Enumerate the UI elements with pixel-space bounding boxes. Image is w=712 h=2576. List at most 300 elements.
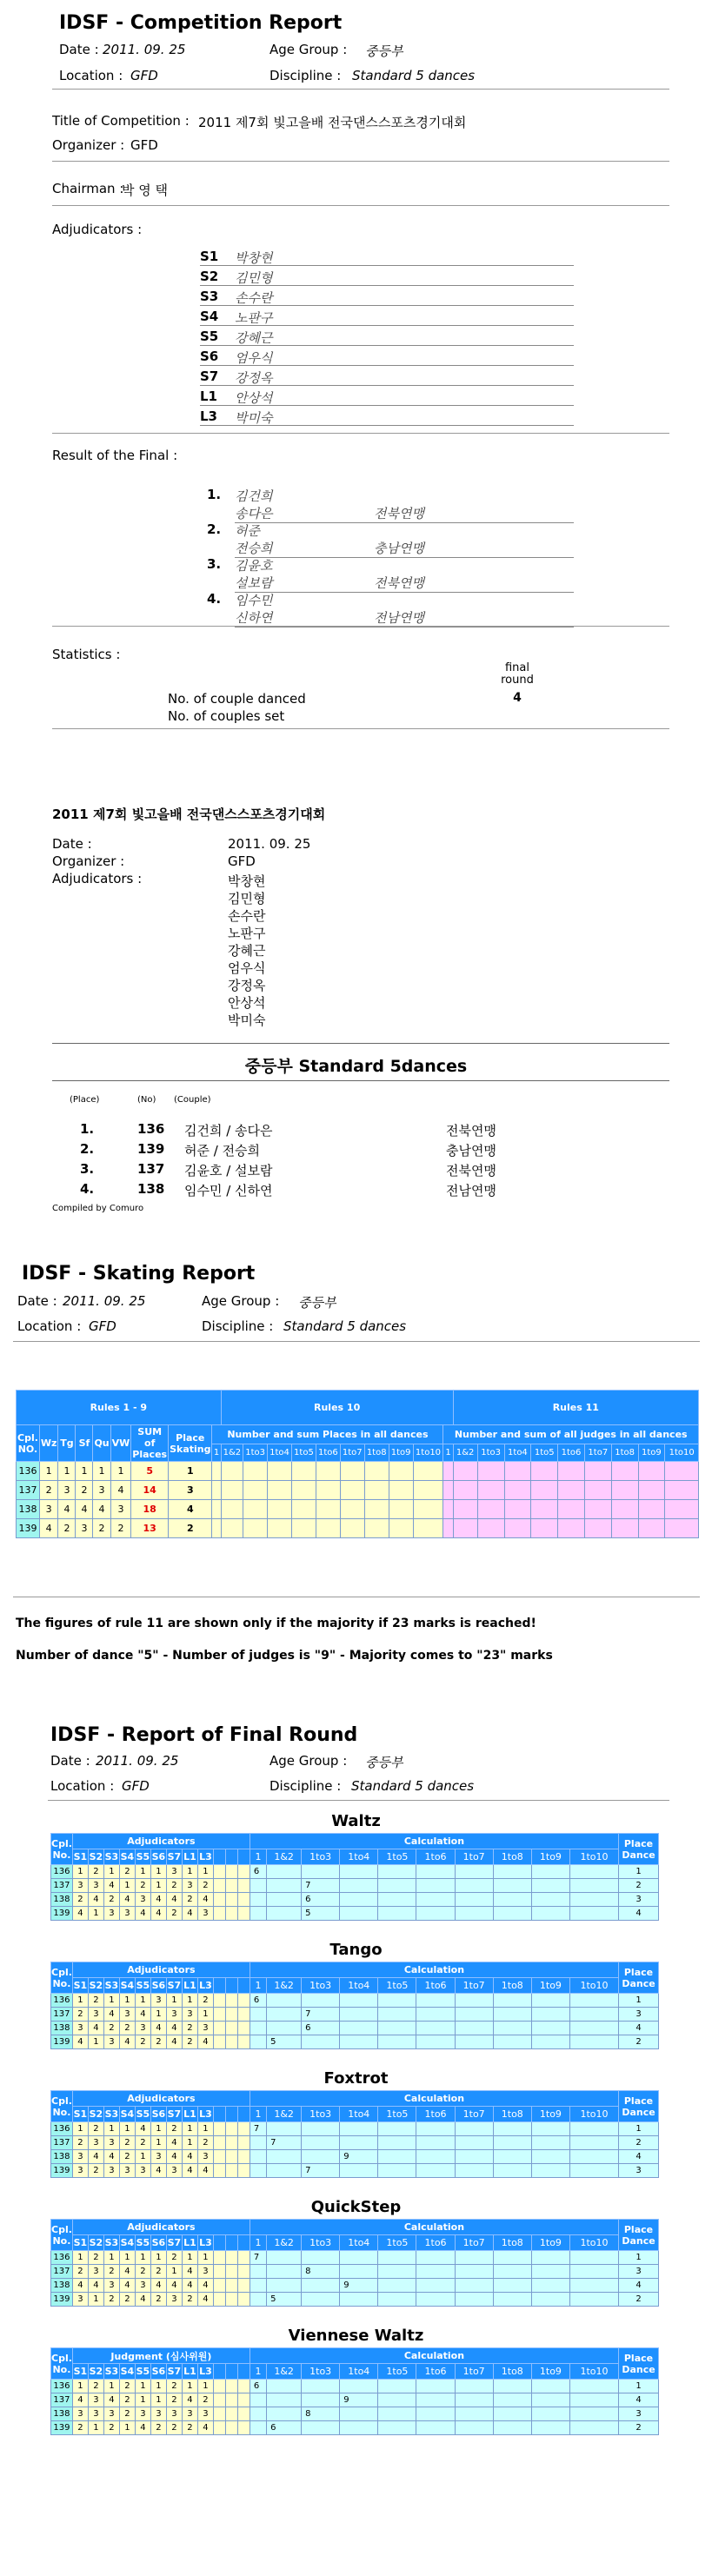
dance-place: 1 bbox=[76, 1462, 93, 1481]
final-round-row bbox=[51, 1893, 659, 1907]
calc-cell bbox=[302, 2035, 340, 2049]
calc-col-header: 1&2 bbox=[453, 1444, 477, 1462]
judge-header: S1 bbox=[72, 1849, 88, 1865]
calc-cell bbox=[416, 1865, 455, 1879]
summary-place: 1. bbox=[80, 1121, 95, 1137]
judge-mark: 1 bbox=[119, 1994, 135, 2008]
calc-cell bbox=[378, 2380, 416, 2393]
skating-location: GFD bbox=[89, 1318, 116, 1334]
calc-cell bbox=[569, 2150, 618, 2164]
rule-10-cell bbox=[364, 1462, 389, 1481]
calc-col-header: 1&2 bbox=[267, 1978, 302, 1994]
judge-mark: 3 bbox=[103, 2164, 119, 2178]
adjudicator-name: 박미숙 bbox=[235, 410, 273, 426]
skating-date-label: Date : bbox=[17, 1293, 57, 1309]
rule-11-cell bbox=[558, 1481, 585, 1500]
rule-11-cell bbox=[638, 1481, 665, 1500]
calc-col-header: 1to8 bbox=[493, 2364, 531, 2380]
final-location-label: Location : bbox=[50, 1778, 115, 1794]
skating-table-wrap bbox=[16, 1390, 699, 1538]
judge-header: S3 bbox=[103, 2107, 119, 2122]
agegroup-label: Age Group : bbox=[269, 42, 348, 57]
calc-cell bbox=[531, 2136, 569, 2150]
calc-col-header: 1to5 bbox=[378, 1849, 416, 1865]
place-skating: 4 bbox=[169, 1500, 212, 1519]
judge-mark: 4 bbox=[182, 2279, 197, 2293]
place-dance: 1 bbox=[619, 1865, 659, 1879]
judge-mark: 4 bbox=[135, 1907, 150, 1921]
judge-header: L1 bbox=[182, 1978, 197, 1994]
place-dance: 4 bbox=[619, 2279, 659, 2293]
judge-mark: 4 bbox=[150, 2279, 166, 2293]
judge-mark: 4 bbox=[135, 2293, 150, 2307]
adjudicators-header: Adjudicators bbox=[72, 1962, 250, 1978]
rule-10-cell bbox=[291, 1519, 316, 1538]
calc-cell bbox=[302, 2380, 340, 2393]
judge-mark: 1 bbox=[197, 2008, 213, 2022]
judge-mark: 1 bbox=[103, 2380, 119, 2393]
adjudicator-code: S6 bbox=[200, 349, 219, 364]
calc-col-header: 1to10 bbox=[569, 2107, 618, 2122]
calc-cell bbox=[531, 1994, 569, 2008]
judge-mark: 2 bbox=[166, 2421, 182, 2435]
calc-cell: 6 bbox=[302, 1893, 340, 1907]
judge-header: L3 bbox=[197, 2364, 213, 2380]
judge-mark: 4 bbox=[182, 2265, 197, 2279]
judge-mark-blank bbox=[213, 2122, 225, 2136]
calc-col-header: 1to6 bbox=[416, 1849, 455, 1865]
rule-10-cell bbox=[221, 1462, 243, 1481]
calc-col-header: 1to10 bbox=[569, 1978, 618, 1994]
judge-mark-blank bbox=[213, 2150, 225, 2164]
couple-number: 136 bbox=[51, 2380, 73, 2393]
calc-cell bbox=[531, 2022, 569, 2035]
judge-mark-blank bbox=[225, 2293, 237, 2307]
summary-couple: 임수민 / 신하연 bbox=[184, 1183, 273, 1198]
rule-10-cell bbox=[389, 1462, 413, 1481]
judge-header: S4 bbox=[119, 1978, 135, 1994]
dance-place: 2 bbox=[93, 1519, 110, 1538]
calc-cell bbox=[455, 2136, 493, 2150]
judge-mark: 3 bbox=[197, 1907, 213, 1921]
judge-mark-blank bbox=[213, 2164, 225, 2178]
judge-header: S1 bbox=[72, 1978, 88, 1994]
calc-col-header: 1to9 bbox=[531, 2364, 569, 2380]
calc-cell bbox=[416, 1893, 455, 1907]
judge-mark: 1 bbox=[72, 2122, 88, 2136]
calc-cell bbox=[569, 2035, 618, 2049]
judge-mark: 4 bbox=[197, 2279, 213, 2293]
judge-header-blank bbox=[237, 1849, 250, 1865]
judge-mark: 4 bbox=[72, 2393, 88, 2407]
calc-col-header: 1to3 bbox=[477, 1444, 504, 1462]
rule-10-cell bbox=[243, 1481, 268, 1500]
calc-cell bbox=[531, 2393, 569, 2407]
calc-cell bbox=[455, 2380, 493, 2393]
calc-cell bbox=[416, 1879, 455, 1893]
dance-place: 1 bbox=[39, 1462, 58, 1481]
place-dance: 2 bbox=[619, 2035, 659, 2049]
calc-cell bbox=[493, 2293, 531, 2307]
calc-cell bbox=[569, 2008, 618, 2022]
calc-cell: 5 bbox=[267, 2035, 302, 2049]
calc-cell bbox=[531, 1865, 569, 1879]
dance-place: 3 bbox=[76, 1519, 93, 1538]
calc-cell bbox=[302, 2150, 340, 2164]
calc-cell bbox=[302, 2293, 340, 2307]
location-value: GFD bbox=[130, 68, 158, 83]
judge-mark: 2 bbox=[182, 2022, 197, 2035]
calc-cell bbox=[493, 2122, 531, 2136]
couple-number: 136 bbox=[17, 1462, 40, 1481]
final-round-row bbox=[51, 1865, 659, 1879]
judge-mark: 1 bbox=[150, 1879, 166, 1893]
calc-col-header: 1to9 bbox=[531, 1849, 569, 1865]
adjudicator-name: 강혜근 bbox=[235, 330, 273, 346]
place-dance: 2 bbox=[619, 2421, 659, 2435]
calc-cell bbox=[531, 1907, 569, 1921]
judge-mark: 3 bbox=[182, 2008, 197, 2022]
calc-cell bbox=[267, 2122, 302, 2136]
calc-cell bbox=[531, 2122, 569, 2136]
calc-col-header: 1 bbox=[250, 1978, 266, 1994]
final-round-row bbox=[51, 1907, 659, 1921]
calc-cell bbox=[378, 2122, 416, 2136]
place-dance: 3 bbox=[619, 2008, 659, 2022]
calc-cell bbox=[569, 2293, 618, 2307]
judge-mark: 3 bbox=[182, 2407, 197, 2421]
judge-header: S7 bbox=[166, 1978, 182, 1994]
summary-couple: 김윤호 / 설보람 bbox=[184, 1163, 273, 1178]
adjudicators-header: Adjudicators bbox=[72, 2091, 250, 2107]
summary-federation: 전북연맹 bbox=[446, 1123, 496, 1139]
judge-mark: 1 bbox=[150, 1865, 166, 1879]
judge-mark: 1 bbox=[150, 2251, 166, 2265]
judge-mark: 2 bbox=[166, 2380, 182, 2393]
calc-cell bbox=[302, 2122, 340, 2136]
result-partner: 송다은 bbox=[235, 504, 574, 523]
place-dance: 4 bbox=[619, 2022, 659, 2035]
dance-place: 3 bbox=[93, 1481, 110, 1500]
dance-place: 3 bbox=[58, 1481, 76, 1500]
final-round-table bbox=[50, 1962, 659, 2049]
judge-mark: 2 bbox=[150, 2293, 166, 2307]
calc-col-header: 1to9 bbox=[389, 1444, 413, 1462]
calc-cell bbox=[416, 2251, 455, 2265]
calc-cell bbox=[340, 1994, 378, 2008]
calc-cell bbox=[378, 1879, 416, 1893]
calc-cell: 6 bbox=[250, 1994, 266, 2008]
calc-cell bbox=[302, 2421, 340, 2435]
calc-cell bbox=[267, 2265, 302, 2279]
place-dance: 4 bbox=[619, 2150, 659, 2164]
calc-col-header: 1 bbox=[212, 1444, 221, 1462]
final-round-row bbox=[51, 2293, 659, 2307]
judge-mark: 1 bbox=[88, 2421, 103, 2435]
calc-cell bbox=[267, 2022, 302, 2035]
rule-11-cell bbox=[531, 1519, 558, 1538]
judge-mark: 1 bbox=[182, 1994, 197, 2008]
calc-cell: 6 bbox=[267, 2421, 302, 2435]
calc-col-header: 1 bbox=[250, 2364, 266, 2380]
judge-mark: 2 bbox=[119, 2407, 135, 2421]
judge-header-blank bbox=[213, 2364, 225, 2380]
judge-mark-blank bbox=[237, 2393, 250, 2407]
judge-mark: 3 bbox=[72, 2022, 88, 2035]
rules-10-header: Rules 10 bbox=[221, 1391, 453, 1425]
sum-of-places: 13 bbox=[131, 1519, 169, 1538]
final-round-table bbox=[50, 2347, 659, 2435]
rules-10-subheader: Number and sum Places in all dances bbox=[212, 1425, 443, 1444]
judge-header-blank bbox=[213, 1849, 225, 1865]
judge-header: L3 bbox=[197, 1978, 213, 1994]
calc-col-header: 1to3 bbox=[243, 1444, 268, 1462]
calc-cell bbox=[378, 2164, 416, 2178]
adjudicator-name: 노판구 bbox=[235, 310, 273, 326]
judge-mark: 4 bbox=[166, 2035, 182, 2049]
judge-mark-blank bbox=[213, 2380, 225, 2393]
calc-cell bbox=[340, 2421, 378, 2435]
skating-discipline: Standard 5 dances bbox=[283, 1318, 407, 1334]
dance-place: 2 bbox=[58, 1519, 76, 1538]
calc-cell bbox=[455, 1879, 493, 1893]
judge-mark: 1 bbox=[182, 2136, 197, 2150]
summary-adjudicator: 손수란 bbox=[228, 908, 266, 924]
couple-number: 139 bbox=[51, 1907, 73, 1921]
couple-number: 137 bbox=[51, 1879, 73, 1893]
calc-col-header: 1to8 bbox=[611, 1444, 638, 1462]
calc-cell bbox=[531, 2150, 569, 2164]
couple-number: 137 bbox=[51, 2265, 73, 2279]
calc-cell bbox=[569, 2393, 618, 2407]
judge-header-blank bbox=[237, 2107, 250, 2122]
judge-mark: 3 bbox=[197, 2407, 213, 2421]
result-federation: 전북연맹 bbox=[374, 506, 424, 521]
rules-11-header: Rules 11 bbox=[453, 1391, 698, 1425]
judge-header: S6 bbox=[150, 1849, 166, 1865]
judge-mark: 2 bbox=[103, 2022, 119, 2035]
competition-title-label: Title of Competition : bbox=[52, 113, 190, 129]
rule-10-cell bbox=[389, 1519, 413, 1538]
judge-mark: 2 bbox=[119, 2022, 135, 2035]
judge-header-blank bbox=[213, 2235, 225, 2251]
dance-header: Qu bbox=[93, 1425, 110, 1462]
judge-mark: 3 bbox=[150, 2407, 166, 2421]
result-federation: 충남연맹 bbox=[374, 541, 424, 556]
rule-10-cell bbox=[268, 1481, 292, 1500]
calc-col-header: 1 bbox=[443, 1444, 453, 1462]
skating-row bbox=[17, 1500, 699, 1519]
rule-11-cell bbox=[504, 1519, 531, 1538]
calc-cell bbox=[569, 1865, 618, 1879]
calc-cell bbox=[340, 2380, 378, 2393]
judge-mark: 4 bbox=[182, 1907, 197, 1921]
chairman-label: Chairman : bbox=[52, 181, 124, 196]
summary-adjudicator: 강정옥 bbox=[228, 978, 266, 993]
judge-mark: 1 bbox=[72, 1994, 88, 2008]
judge-header: S4 bbox=[119, 2364, 135, 2380]
judge-mark: 2 bbox=[88, 2251, 103, 2265]
calc-cell bbox=[493, 1907, 531, 1921]
calc-cell bbox=[531, 2251, 569, 2265]
dance-place: 4 bbox=[110, 1481, 131, 1500]
rule-11-cell bbox=[443, 1519, 453, 1538]
judge-header: S4 bbox=[119, 1849, 135, 1865]
judge-mark: 2 bbox=[135, 2035, 150, 2049]
judge-header: L1 bbox=[182, 2364, 197, 2380]
rule-10-cell bbox=[268, 1519, 292, 1538]
final-round-row bbox=[51, 2265, 659, 2279]
couple-number: 136 bbox=[51, 2122, 73, 2136]
judge-mark: 4 bbox=[88, 1893, 103, 1907]
summary-adjudicator: 박미숙 bbox=[228, 1012, 266, 1028]
judge-header-blank bbox=[225, 1978, 237, 1994]
calc-cell bbox=[493, 2164, 531, 2178]
judge-mark-blank bbox=[225, 2122, 237, 2136]
sum-of-places: 14 bbox=[131, 1481, 169, 1500]
cpl-no-header: Cpl. No. bbox=[51, 2220, 73, 2251]
final-round-row bbox=[51, 1994, 659, 2008]
calc-col-header: 1to7 bbox=[455, 2364, 493, 2380]
judge-header: S4 bbox=[119, 2235, 135, 2251]
final-round-row bbox=[51, 2150, 659, 2164]
judge-mark: 4 bbox=[103, 2008, 119, 2022]
skating-row bbox=[17, 1519, 699, 1538]
judge-mark: 4 bbox=[166, 2136, 182, 2150]
judge-mark: 3 bbox=[135, 2407, 150, 2421]
judge-header-blank bbox=[237, 2364, 250, 2380]
judge-header-blank bbox=[213, 1978, 225, 1994]
judge-mark: 3 bbox=[182, 1879, 197, 1893]
final-round-table bbox=[50, 2090, 659, 2178]
couple-number: 137 bbox=[51, 2136, 73, 2150]
calc-cell bbox=[267, 2380, 302, 2393]
calc-cell bbox=[455, 2421, 493, 2435]
adjudicator-code: L1 bbox=[200, 388, 217, 404]
place-skating-header: Place Skating bbox=[169, 1425, 212, 1462]
calc-cell bbox=[250, 2393, 266, 2407]
dance-title: Waltz bbox=[331, 1812, 381, 1830]
calc-cell bbox=[302, 2393, 340, 2407]
calc-cell: 6 bbox=[250, 2380, 266, 2393]
calc-cell bbox=[493, 1879, 531, 1893]
judge-mark-blank bbox=[237, 1879, 250, 1893]
col-no-header: (No) bbox=[137, 1095, 156, 1105]
judge-mark-blank bbox=[213, 2022, 225, 2035]
rule-11-cell bbox=[584, 1481, 611, 1500]
calc-cell: 6 bbox=[250, 1865, 266, 1879]
judge-mark: 2 bbox=[72, 2421, 88, 2435]
calc-cell: 5 bbox=[302, 1907, 340, 1921]
judge-mark: 3 bbox=[88, 1879, 103, 1893]
rule-11-cell bbox=[477, 1519, 504, 1538]
judge-mark: 3 bbox=[72, 2293, 88, 2307]
summary-organizer: GFD bbox=[228, 853, 256, 869]
final-round-row bbox=[51, 2035, 659, 2049]
summary-place: 4. bbox=[80, 1181, 95, 1197]
place-dance: 2 bbox=[619, 2136, 659, 2150]
statistics-label: Statistics : bbox=[52, 647, 121, 662]
judge-mark: 4 bbox=[119, 1893, 135, 1907]
calc-col-header: 1to9 bbox=[638, 1444, 665, 1462]
judge-mark: 4 bbox=[135, 2421, 150, 2435]
judge-mark: 2 bbox=[88, 2164, 103, 2178]
judge-mark-blank bbox=[213, 1893, 225, 1907]
calc-cell bbox=[250, 1879, 266, 1893]
judge-mark: 3 bbox=[103, 1907, 119, 1921]
judge-mark: 1 bbox=[150, 2380, 166, 2393]
judge-mark: 3 bbox=[103, 2279, 119, 2293]
judge-mark: 4 bbox=[119, 2035, 135, 2049]
judge-mark-blank bbox=[237, 1893, 250, 1907]
rule-11-cell bbox=[638, 1462, 665, 1481]
calc-col-header: 1to5 bbox=[378, 1978, 416, 1994]
calc-cell bbox=[531, 2380, 569, 2393]
final-round-title: IDSF - Report of Final Round bbox=[50, 1724, 358, 1746]
judge-mark: 4 bbox=[166, 2279, 182, 2293]
rule-11-cell bbox=[443, 1481, 453, 1500]
judge-mark: 2 bbox=[72, 2265, 88, 2279]
judge-mark: 1 bbox=[72, 1865, 88, 1879]
adjudicator-name: 김민형 bbox=[235, 270, 273, 286]
calc-cell bbox=[493, 1994, 531, 2008]
judge-header: S5 bbox=[135, 2235, 150, 2251]
calc-cell bbox=[493, 2279, 531, 2293]
judge-mark: 1 bbox=[135, 2393, 150, 2407]
summary-adjudicator: 박창현 bbox=[228, 873, 266, 889]
calc-cell bbox=[267, 2251, 302, 2265]
final-round-label: final round bbox=[501, 661, 534, 687]
calc-col-header: 1 bbox=[250, 2107, 266, 2122]
calc-cell bbox=[493, 2008, 531, 2022]
rule-10-cell bbox=[212, 1462, 221, 1481]
judge-mark-blank bbox=[225, 2136, 237, 2150]
skating-row bbox=[17, 1462, 699, 1481]
judge-mark: 2 bbox=[197, 1994, 213, 2008]
calc-cell bbox=[250, 2035, 266, 2049]
cpl-no-header: Cpl. No. bbox=[51, 2091, 73, 2122]
adjudicator-row bbox=[200, 388, 574, 406]
judge-mark-blank bbox=[213, 2035, 225, 2049]
judge-mark: 2 bbox=[119, 2393, 135, 2407]
judge-mark: 3 bbox=[88, 2265, 103, 2279]
date-value: 2011. 09. 25 bbox=[103, 42, 186, 57]
final-agegroup-label: Age Group : bbox=[269, 1753, 348, 1769]
calc-cell bbox=[531, 2421, 569, 2435]
judge-header: S7 bbox=[166, 2107, 182, 2122]
calc-col-header: 1to4 bbox=[340, 1849, 378, 1865]
judge-mark: 1 bbox=[135, 2380, 150, 2393]
rule-10-cell bbox=[291, 1481, 316, 1500]
calc-cell bbox=[267, 1994, 302, 2008]
judge-mark: 2 bbox=[150, 2421, 166, 2435]
calc-cell bbox=[416, 2150, 455, 2164]
calc-cell bbox=[416, 1994, 455, 2008]
judge-mark-blank bbox=[213, 2421, 225, 2435]
calc-col-header: 1to6 bbox=[316, 1444, 340, 1462]
place-skating: 3 bbox=[169, 1481, 212, 1500]
calc-col-header: 1to5 bbox=[378, 2364, 416, 2380]
judge-mark: 2 bbox=[88, 2122, 103, 2136]
calc-cell bbox=[531, 2407, 569, 2421]
calc-cell bbox=[569, 1879, 618, 1893]
calc-cell bbox=[569, 2265, 618, 2279]
judge-mark: 4 bbox=[150, 2022, 166, 2035]
calc-cell bbox=[416, 2393, 455, 2407]
judge-mark: 1 bbox=[135, 1865, 150, 1879]
calc-col-header: 1to3 bbox=[302, 1978, 340, 1994]
judge-mark-blank bbox=[225, 1893, 237, 1907]
